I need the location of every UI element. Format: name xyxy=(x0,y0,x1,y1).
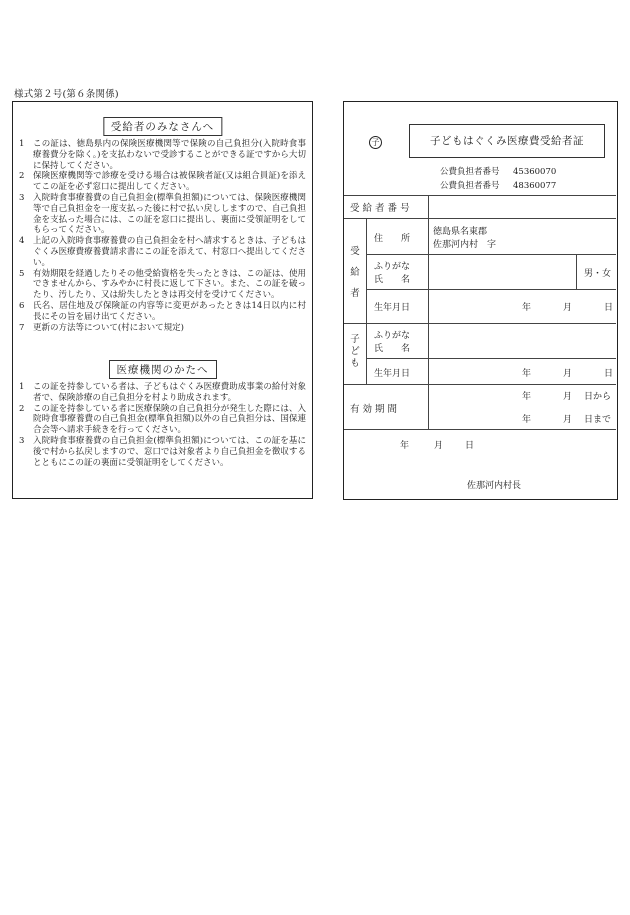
date-year-mark: 年 xyxy=(400,441,410,451)
list-item-number: 5 xyxy=(19,268,25,279)
form-label: 様式第２号(第６条関係) xyxy=(14,89,119,100)
date-day-mark: 日 xyxy=(604,303,614,313)
list-item xyxy=(19,139,306,171)
table-rule xyxy=(366,218,367,384)
recipient-name-field[interactable] xyxy=(433,259,573,285)
recipient-number-label: 受 給 者 番 号 xyxy=(350,203,410,214)
table-rule xyxy=(366,358,616,359)
table-rule xyxy=(344,218,616,219)
valid-period-label: 有 効 期 間 xyxy=(350,404,398,415)
payer-number-label: 公費負担者番号 xyxy=(440,167,500,177)
table-rule xyxy=(366,289,616,290)
payer-number-label: 公費負担者番号 xyxy=(440,181,500,191)
notice-card xyxy=(12,101,313,499)
date-day-mark: 日 xyxy=(604,369,614,379)
table-rule xyxy=(344,195,616,196)
table-rule xyxy=(428,195,429,429)
table-rule xyxy=(344,429,616,430)
list-item-text: 入院時食事療養費の自己負担金(標準負担額)については、この証を基に後で村から払戻しますので、窓口では対象者より自己負担金を徴収するとともにこの証の裏面に受領証明をしてください。 xyxy=(33,435,306,468)
address-label: 住 所 xyxy=(374,234,411,244)
list-item xyxy=(19,323,306,334)
list-item-text: この証を持参している者に医療保険の自己負担分が発生した際には、入院時食事療養費の自己負担金(標準負担額)以外の自己負担分は、国保連合会等へ請求手続きを行ってください。 xyxy=(33,403,306,436)
date-month-mark: 月 xyxy=(563,369,573,379)
child-name-field[interactable] xyxy=(433,328,611,354)
table-rule xyxy=(344,384,616,385)
table-rule xyxy=(576,254,577,289)
list-item xyxy=(19,236,306,268)
date-year-mark: 年 xyxy=(522,392,532,402)
issuer-name: 佐那河内村長 xyxy=(467,481,522,491)
list-item-text: 上記の入院時食事療養費の自己負担金を村へ請求するときは、子どもはぐくみ医療費療養費請求書にこの証を添えて、村窓口へ提出してください。 xyxy=(33,236,306,268)
payer-number-line xyxy=(440,179,556,191)
list-item xyxy=(19,382,306,404)
list-item-text: 保険医療機関等で診療を受ける場合は被保険者証(又は組合員証)を添えてこの証を必ず窓口に提出してください。 xyxy=(33,171,306,193)
certificate-title: 子どもはぐくみ医療費受給者証 xyxy=(409,124,605,158)
date-month-mark: 月 xyxy=(563,392,573,402)
valid-from-suffix: 日から xyxy=(584,392,612,402)
certificate-card xyxy=(343,101,618,500)
list-item-number: 2 xyxy=(19,403,25,414)
list-item xyxy=(19,404,306,436)
child-birthdate-label: 生年月日 xyxy=(374,369,411,379)
date-month-mark: 月 xyxy=(563,415,573,425)
table-rule xyxy=(344,323,616,324)
list-item-number: 6 xyxy=(19,300,25,311)
address-line-2: 佐那河内村 字 xyxy=(433,240,497,250)
list-item-number: 2 xyxy=(19,171,25,182)
list-item-number: 3 xyxy=(19,435,25,446)
recipient-notice-list xyxy=(19,139,306,333)
section-heading-recipients: 受給者のみなさんへ xyxy=(103,117,222,136)
date-year-mark: 年 xyxy=(522,369,532,379)
furigana-label: ふりがな xyxy=(374,262,411,272)
name-label: 氏 名 xyxy=(374,275,411,285)
date-day-mark: 日 xyxy=(465,441,475,451)
date-year-mark: 年 xyxy=(522,303,532,313)
valid-to-suffix: 日まで xyxy=(584,415,612,425)
list-item-number: 1 xyxy=(19,139,25,149)
recipient-group-label: 受 給 者 xyxy=(350,246,360,299)
list-item-number: 4 xyxy=(19,236,25,247)
payer-number-line xyxy=(440,165,556,177)
list-item-text: 有効期限を経過したりその他受給資格を失ったときは、この証は、使用できませんから、すみやかに村長に返して下さい。また、この証を破ったり、汚したり、又は紛失したときは再交付を受けてください。 xyxy=(33,268,306,301)
list-item xyxy=(19,193,306,236)
date-month-mark: 月 xyxy=(563,303,573,313)
payer-number-value: 45360070 xyxy=(513,167,557,177)
gender-value: 男・女 xyxy=(584,269,612,279)
payer-number-value: 48360077 xyxy=(513,181,557,191)
child-group-label: 子 ど も xyxy=(350,334,360,369)
list-item xyxy=(19,301,306,323)
list-item-text: この証を持参している者は、子どもはぐくみ医療費助成事業の給付対象者で、保険診療の自己負担分を村より助成されます。 xyxy=(33,382,306,403)
list-item-text: 入院時食事療養費の自己負担金(標準負担額)については、保険医療機関等で自己負担金を一度支払った後に村で払い戻ししますので、自己負担金を支払った場合には、この証を窓口に提出し、裏面に受領証明をしてもらってください。 xyxy=(33,192,306,236)
date-month-mark: 月 xyxy=(434,441,444,451)
list-item xyxy=(19,269,306,301)
list-item-text: 氏名、居住地及び保険証の内容等に変更があったときは14日以内に村長にその旨を届け出てください。 xyxy=(33,300,306,322)
recipient-number-field[interactable] xyxy=(435,200,610,214)
address-line-1: 徳島県名東郡 xyxy=(433,227,488,237)
list-item-text: この証は、徳島県内の保険医療機関等で保険の自己負担分(入院時食事療養費分を除く。)を支払わないで受診することができる証ですから大切に保持してください。 xyxy=(33,139,306,171)
list-item-text: 更新の方法等について(村において規定) xyxy=(33,322,184,333)
list-item xyxy=(19,436,306,468)
list-item xyxy=(19,171,306,193)
list-item-number: 1 xyxy=(19,382,25,392)
child-furigana-label: ふりがな xyxy=(374,331,411,341)
table-rule xyxy=(366,254,616,255)
recipient-birthdate-label: 生年月日 xyxy=(374,303,411,313)
section-heading-medical-institutions: 医療機関のかたへ xyxy=(109,360,217,379)
child-name-label: 氏 名 xyxy=(374,344,411,354)
child-circle-icon: 子 xyxy=(369,136,382,149)
medical-notice-list xyxy=(19,382,306,468)
list-item-number: 7 xyxy=(19,322,25,333)
date-year-mark: 年 xyxy=(522,415,532,425)
list-item-number: 3 xyxy=(19,192,25,203)
